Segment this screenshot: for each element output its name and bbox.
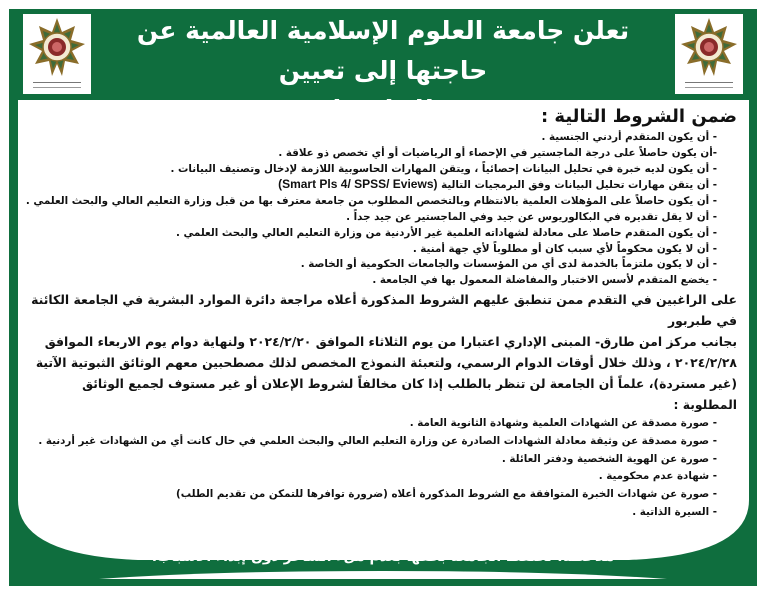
condition-item: - أن يكون المتقدم أردني الجنسية . (541, 131, 717, 143)
application-line: بجانب مركز امن طارق- المبنى الإداري اعتبارا من يوم الثلاثاء الموافق ٢٠٢٤/٢/٢٠ ولنهاية دوام يوم الاربعاء الموافق (44, 333, 737, 349)
required-document: - صورة مصدقة عن وثيقة معادلة الشهادات الصادرة عن وزارة التعليم العالي والبحث العلمي في حال كانت أي من الشهادات غير أردنية . (38, 434, 717, 447)
university-logo-left (23, 14, 91, 94)
condition-item: - أن لا يكون محكوماً لأي سبب كان أو مطلوباً لأي جهة أمنية . (412, 242, 717, 255)
application-line: (غير مستردة)، علماً أن الجامعة لن تنظر بالطلب إذا كان مخالفاً لشروط الإعلان أو غير مستوف لجميع الوثائق المطلوبة : (82, 375, 737, 412)
required-document: - صورة عن شهادات الخبرة المتوافقة مع الشروط المذكورة أعلاه (ضرورة توافرها للتمكن من تقديم الطلب) (176, 488, 717, 501)
announcement-content (26, 104, 737, 522)
announcement-body (18, 100, 749, 564)
application-line: على الراغبين في التقدم ممن تنطبق عليهم الشروط المذكورة أعلاه مراجعة دائرة الموارد البشرية في الجامعة الكائنة في طبربور (31, 291, 737, 328)
emblem-icon (679, 16, 739, 82)
software-list: (Smart Pls 4/ SPSS/ Eviews) (278, 177, 438, 192)
required-document: - صورة مصدقة عن الشهادات العلمية وشهادة الثانوية العامة . (409, 416, 717, 429)
condition-item: - أن لا يقل تقديره في البكالوريوس عن جيد وفي الماجستير عن جيد جداً . (346, 210, 717, 223)
title-line-1: تعلن جامعة العلوم الإسلامية العالمية عن حاجتها إلى تعيين (136, 16, 630, 85)
logo-caption (33, 82, 81, 88)
footer-note: ملاحظة: تحتفظ الجامعة بحقها بعدم ملء الشاغر دون إبداء الأسباب. (151, 549, 615, 565)
application-line: ٢٠٢٤/٢/٢٨ ، وذلك خلال أوقات الدوام الرسمي، ولتعبئة النموذج المخصص لذلك مصطحبين معهم الوثائق الثبوتية الآتية (35, 354, 737, 370)
emblem-icon (27, 16, 87, 82)
announcement-header (9, 9, 757, 99)
conditions-heading: ضمن الشروط التالية : (540, 106, 737, 127)
condition-item: - أن يكون المتقدم حاصلا على معادلة لشهاداته العلمية غير الأردنية من وزارة التعليم العالي والبحث العلمي . (176, 226, 717, 239)
required-document: - صورة عن الهوية الشخصية ودفتر العائلة . (501, 452, 717, 465)
condition-text: - أن يتقن مهارات تحليل البيانات وفق البرمجيات التالية (441, 179, 717, 192)
condition-item-software (26, 177, 737, 194)
condition-item: - يخضع المتقدم لأسس الاختبار والمفاضلة المعمول بها في الجامعة . (372, 274, 717, 287)
university-logo-right (675, 14, 743, 94)
condition-item: - أن يكون لديه خبرة في تحليل البيانات إحصائياً ، ويتقن المهارات الحاسوبية اللازمة لإدخال وتصنيف البيانات . (170, 162, 717, 175)
condition-item: - أن لا يكون ملتزماً بالخدمة لدى أي من المؤسسات والجامعات الحكومية أو الخاصة . (300, 258, 717, 271)
announcement-footer (9, 539, 757, 586)
condition-item: - أن يكون حاصلاً على المؤهلات العلمية بالانتظام وبالتخصص المطلوب من جامعة معترف بها من قبل وزارة التعليم العالي والبحث العلمي . (25, 195, 717, 208)
required-document: - السيرة الذاتية . (632, 505, 717, 518)
announcement-frame (9, 9, 757, 586)
required-document: - شهادة عدم محكومية . (598, 470, 717, 483)
condition-item: -أن يكون حاصلاً على درجة الماجستير في الإحصاء أو الرياضيات أو أي تخصص ذو علاقة . (278, 146, 717, 159)
logo-caption (685, 82, 733, 88)
